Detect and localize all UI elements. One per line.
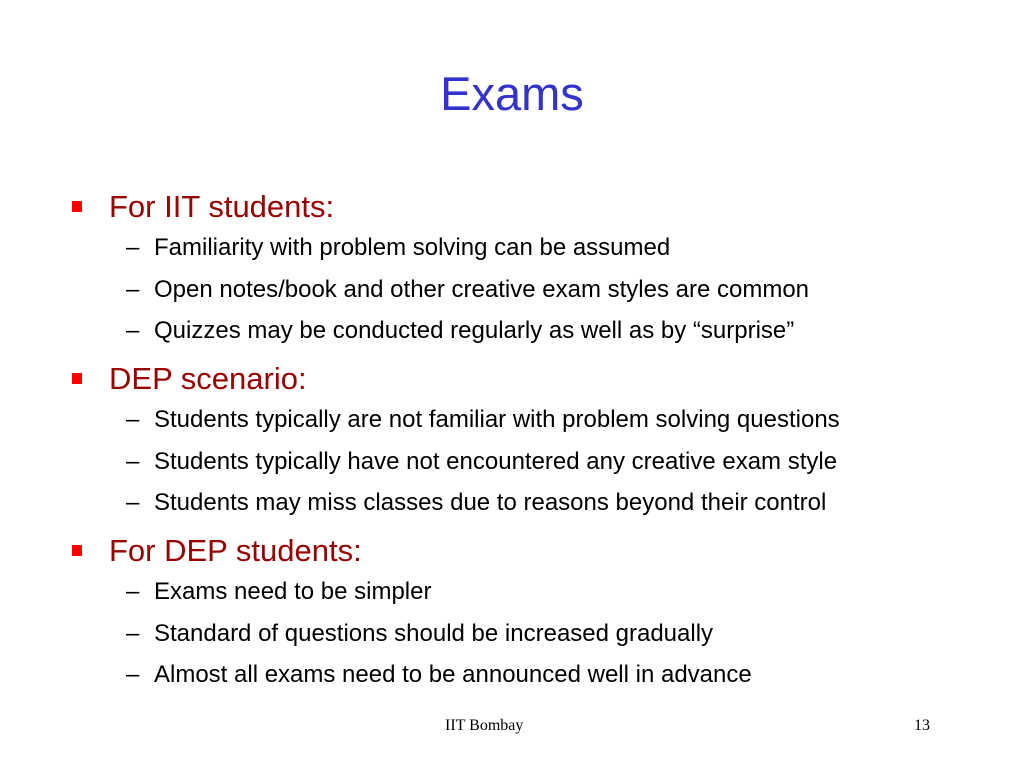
heading-text: For IIT students:	[109, 189, 335, 224]
square-bullet-icon	[72, 373, 82, 384]
sub-bullet-text: Exams need to be simpler	[154, 578, 432, 605]
sub-bullet	[72, 613, 752, 655]
sub-bullet-text: Students may miss classes due to reasons beyond their control	[154, 489, 827, 516]
bullet-heading	[72, 531, 752, 571]
square-bullet-icon	[72, 545, 82, 556]
sub-bullet-text: Open notes/book and other creative exam styles are common	[154, 275, 810, 303]
section-dep-students	[72, 531, 752, 696]
dash-icon: –	[126, 661, 140, 688]
sub-bullet	[72, 571, 752, 613]
sub-bullet	[72, 654, 752, 696]
heading-text: DEP scenario:	[109, 361, 307, 396]
section-iit-students	[72, 187, 809, 352]
dash-icon: –	[126, 234, 140, 261]
dash-icon: –	[126, 578, 140, 605]
sub-bullet	[72, 227, 809, 269]
dash-icon: –	[126, 489, 140, 516]
bullet-heading	[72, 187, 809, 227]
sub-bullet	[72, 310, 809, 352]
sub-bullet-text: Students typically have not encountered any creative exam style	[154, 447, 838, 475]
square-bullet-icon	[72, 201, 82, 212]
sub-bullet	[72, 482, 840, 524]
page-number: 13	[914, 717, 930, 734]
sub-bullet	[72, 269, 809, 311]
dash-icon: –	[126, 275, 140, 303]
footer-institution: IIT Bombay	[445, 717, 524, 734]
dash-icon: –	[126, 317, 140, 344]
sub-bullet-text: Standard of questions should be increased gradually	[154, 619, 714, 647]
bullet-heading	[72, 359, 840, 399]
dash-icon: –	[126, 619, 140, 647]
heading-text: For DEP students:	[109, 533, 362, 568]
sub-bullet	[72, 399, 840, 441]
dash-icon: –	[126, 447, 140, 475]
slide-title: Exams	[440, 67, 584, 120]
dash-icon: –	[126, 406, 140, 433]
section-dep-scenario	[72, 359, 840, 524]
sub-bullet-text: Almost all exams need to be announced well in advance	[154, 661, 752, 688]
sub-bullet	[72, 441, 840, 483]
sub-bullet-text: Familiarity with problem solving can be assumed	[154, 234, 671, 261]
sub-bullet-text: Students typically are not familiar with problem solving questions	[154, 406, 840, 433]
sub-bullet-text: Quizzes may be conducted regularly as well as by “surprise”	[154, 317, 795, 344]
